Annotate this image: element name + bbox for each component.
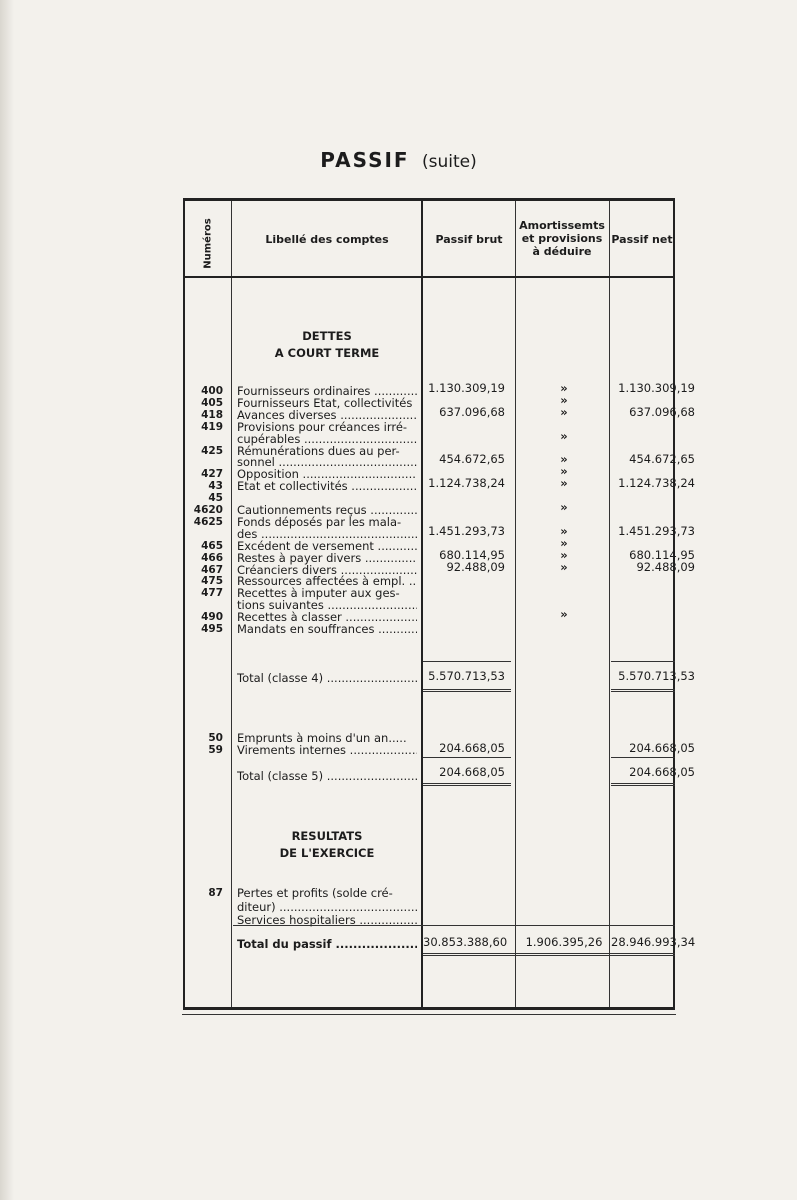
row-amort: »	[560, 500, 568, 514]
row-num: 475	[201, 575, 223, 588]
row-net: 680.114,95	[629, 547, 695, 562]
row-label: Cautionnements reçus .....	[237, 504, 417, 517]
row-label: Restes à payer divers .....	[237, 552, 417, 565]
header-numeros: Numéros	[202, 217, 214, 269]
total-classe4-brut: 5.570.713,53	[428, 669, 505, 683]
row-label: Recettes à imputer aux ges-	[237, 586, 400, 601]
row-num: 4625	[193, 515, 223, 528]
row-label-50: Emprunts à moins d'un an.....	[237, 731, 407, 745]
row-num: 419	[201, 420, 223, 433]
row-label: Rémunérations dues au per-	[237, 443, 400, 458]
row-num: 405	[201, 396, 223, 409]
section-dettes-sub: A COURT TERME	[274, 346, 380, 360]
row-amort: »	[560, 428, 568, 443]
row-label: Fonds déposés par les mala-	[237, 514, 402, 529]
row-brut: 1.130.309,19	[428, 381, 505, 395]
header-libelle: Libellé des comptes	[265, 233, 389, 246]
row-amort: »	[560, 381, 568, 395]
row-num: 466	[201, 551, 223, 564]
row-num: 400	[201, 385, 223, 397]
row-num-87: 87	[208, 887, 223, 899]
row-brut: 637.096,68	[439, 404, 505, 419]
row-label: Recettes à classer .....	[237, 611, 417, 624]
row-amort: »	[560, 559, 568, 574]
row-label-59: Virements internes .....	[237, 744, 417, 757]
row-num: 477	[201, 587, 223, 600]
page-title	[0, 148, 797, 172]
row-amort: »	[560, 607, 568, 622]
rule	[611, 757, 675, 758]
col-divider	[231, 201, 232, 1007]
row-num: 467	[201, 563, 223, 576]
row-amort: »	[560, 535, 568, 550]
total-passif-label: Total du passif .....	[237, 938, 417, 951]
col-divider	[421, 201, 423, 1007]
row-label: Avances diverses .....	[237, 409, 417, 422]
row-num: 425	[201, 444, 223, 457]
row-net: 1.124.738,24	[618, 476, 695, 491]
double-rule	[423, 689, 511, 692]
row-label-87b: diteur) .....	[237, 901, 417, 914]
row-num: 465	[201, 539, 223, 552]
row-label-87c: Services hospitaliers .....	[237, 914, 417, 927]
total-passif-net: 28.946.993,34	[611, 935, 696, 949]
row-label: Créanciers divers .....	[237, 564, 417, 577]
row-brut: 680.114,95	[439, 547, 505, 562]
row-brut: 454.672,65	[439, 452, 505, 467]
row-label: des .....	[237, 528, 417, 541]
rule	[233, 925, 675, 926]
section-dettes: DETTES	[302, 329, 352, 343]
rule	[423, 757, 511, 758]
row-label: Mandats en souffrances .....	[237, 623, 417, 636]
row-amort: »	[560, 404, 568, 419]
row-amort: »	[560, 476, 568, 491]
row-amort: »	[560, 392, 568, 407]
row-net-59: 204.668,05	[629, 741, 695, 755]
total-classe4-label: Total (classe 4) .....	[237, 672, 417, 685]
row-num-59: 59	[208, 744, 223, 756]
row-label: Fournisseurs ordinaires .....	[237, 385, 417, 398]
total-passif-brut: 30.853.388,60	[423, 935, 508, 949]
rule	[611, 661, 675, 662]
row-amort: »	[560, 547, 568, 562]
row-label: Fournisseurs Etat, collectivités .....	[237, 397, 417, 410]
section-resultats-sub: DE L'EXERCICE	[279, 846, 375, 860]
row-label: tions suivantes .....	[237, 599, 417, 612]
rule	[423, 661, 511, 662]
row-net: 92.488,09	[636, 559, 695, 574]
page-edge	[0, 0, 14, 1200]
row-num: 43	[208, 480, 223, 493]
row-label: Opposition .....	[237, 468, 417, 481]
total-classe5-brut: 204.668,05	[439, 765, 505, 779]
row-num-50: 50	[208, 732, 223, 744]
row-label: Etat et collectivités .....	[237, 480, 417, 493]
row-num: 418	[201, 408, 223, 421]
row-num: 427	[201, 468, 223, 481]
row-label: Ressources affectées à empl. .....	[237, 575, 417, 588]
title-main: PASSIF	[320, 148, 410, 172]
row-brut: 1.124.738,24	[428, 476, 505, 491]
row-label-87: Pertes et profits (solde cré-	[237, 886, 393, 900]
section-resultats: RESULTATS	[291, 829, 363, 843]
total-classe5-label: Total (classe 5) .....	[237, 770, 417, 783]
col-divider	[609, 201, 610, 1007]
header-net: Passif net	[611, 233, 673, 246]
header-brut: Passif brut	[435, 233, 503, 246]
header-amort: Amortissemts et provisions à déduire	[519, 219, 605, 258]
row-label: sonnel .....	[237, 456, 417, 469]
row-net: 1.451.293,73	[618, 523, 695, 538]
double-rule	[611, 783, 675, 786]
row-net: 637.096,68	[629, 404, 695, 419]
double-rule	[611, 689, 675, 692]
row-num: 4620	[193, 504, 223, 516]
row-label: Provisions pour créances irré-	[237, 419, 408, 434]
double-rule	[423, 783, 511, 786]
row-label: Excédent de versement .....	[237, 540, 417, 553]
row-num: 495	[201, 623, 223, 635]
row-label: cupérables .....	[237, 433, 417, 446]
total-classe4-net: 5.570.713,53	[618, 669, 695, 683]
row-brut: 92.488,09	[446, 559, 505, 574]
row-amort: »	[560, 452, 568, 467]
total-classe5-net: 204.668,05	[629, 765, 695, 779]
row-num: 45	[208, 492, 223, 505]
row-amort: »	[560, 523, 568, 538]
row-amort: »	[560, 464, 568, 479]
row-net: 1.130.309,19	[618, 381, 695, 395]
row-num: 490	[201, 611, 223, 624]
header-rule	[185, 276, 673, 278]
row-brut-59: 204.668,05	[439, 741, 505, 755]
passif-table	[183, 198, 696, 1010]
total-passif-amort: 1.906.395,26	[525, 935, 603, 949]
double-rule	[423, 953, 675, 956]
title-sub: (suite)	[421, 152, 477, 172]
row-brut: 1.451.293,73	[428, 523, 505, 538]
row-net: 454.672,65	[629, 452, 695, 467]
col-divider	[515, 201, 516, 1007]
